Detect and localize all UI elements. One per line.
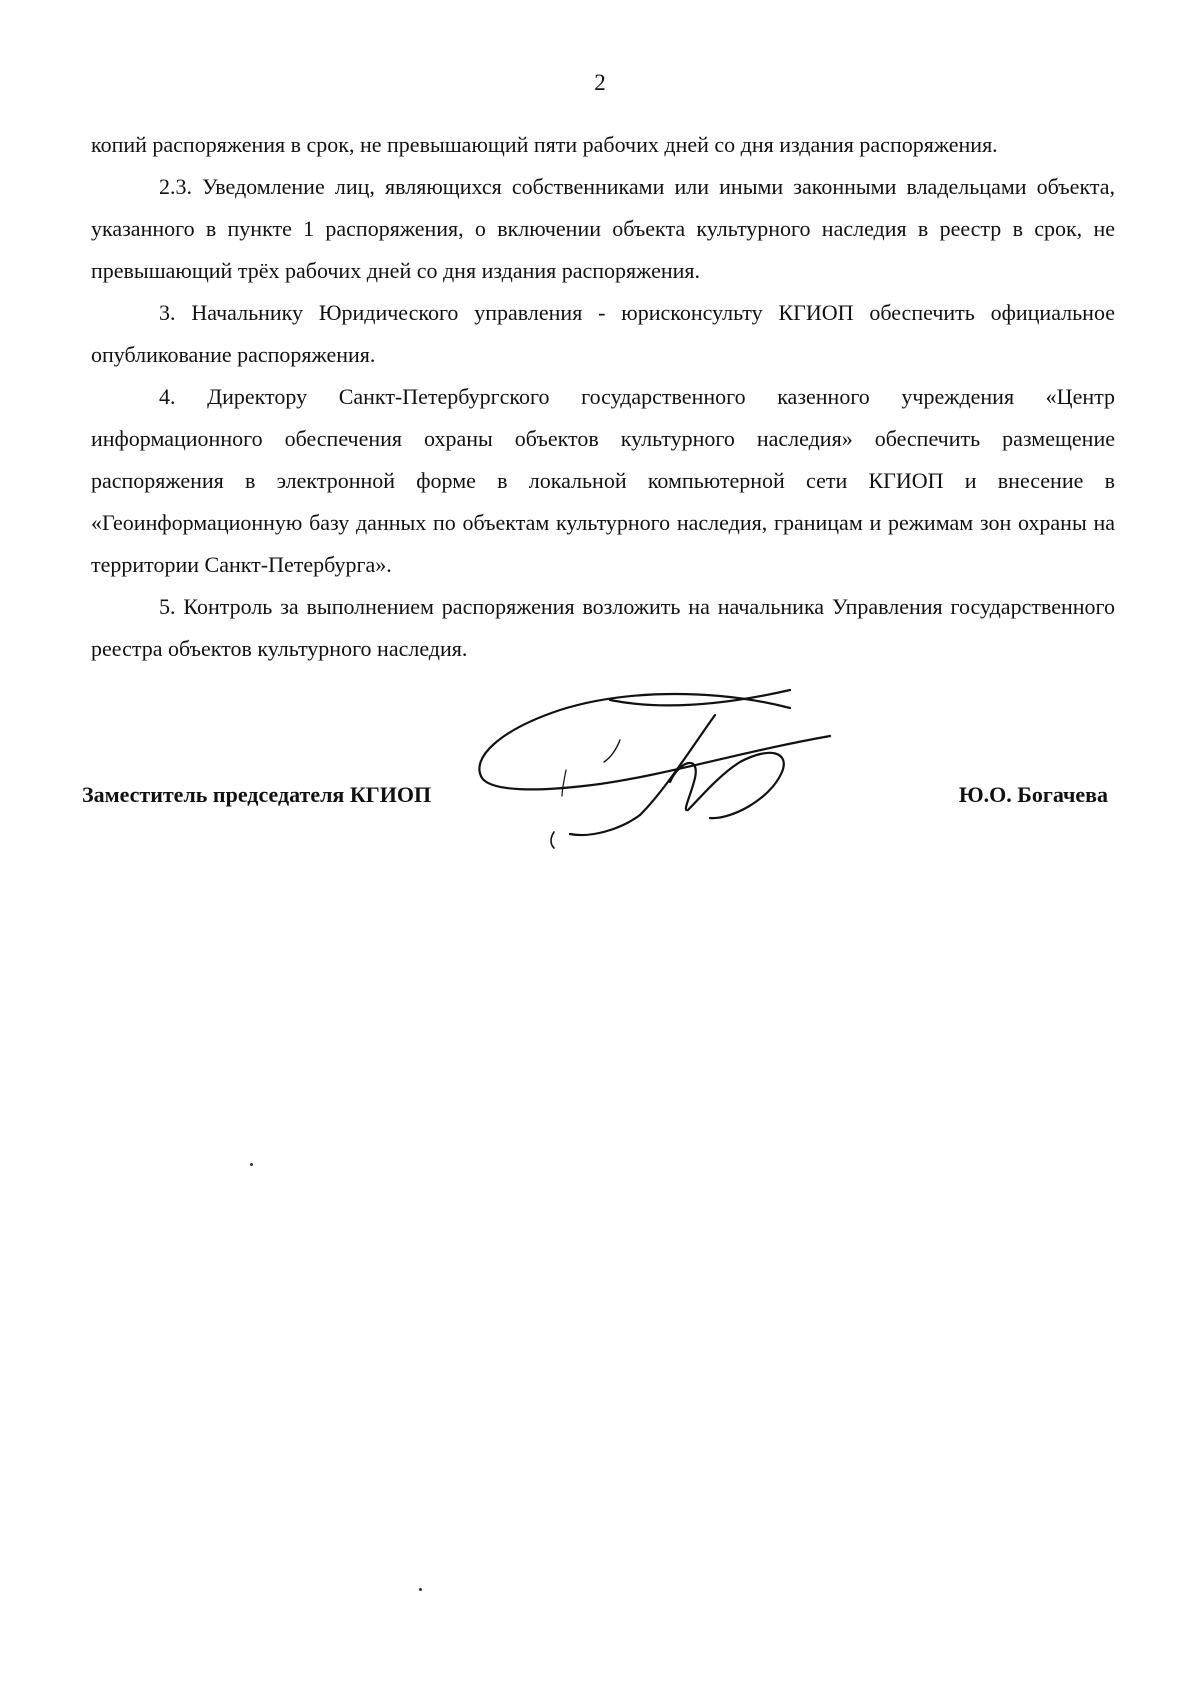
signatory-title: Заместитель председателя КГИОП [82, 782, 432, 807]
handwritten-signature [470, 680, 860, 860]
paragraph-3: 3. Начальнику Юридического управления - юрисконсульту КГИОП обеспечить официальное опубликование распоряжения. [91, 300, 1115, 367]
document-body [91, 124, 1115, 670]
scan-speck [419, 1588, 422, 1591]
paragraph-5: 5. Контроль за выполнением распоряжения возложить на начальника Управления государственного реестра объектов культурного наследия. [91, 594, 1115, 661]
paragraph-4: 4. Директору Санкт-Петербургского государственного казенного учреждения «Центр информационного обеспечения охраны объектов культурного наследия» обеспечить размещение распоряжения в электронной форме в локальной компьютерной сети КГИОП и внесение в «Геоинформационную базу данных по объектам культурного наследия, границам и режимам зон охраны на территории Санкт-Петербурга». [91, 384, 1115, 577]
page-number: 2 [594, 70, 606, 95]
paragraph-2-3: 2.3. Уведомление лиц, являющихся собственниками или иными законными владельцами объекта, указанного в пункте 1 распоряжения, о включении объекта культурного наследия в реестр в срок, не превышающий трёх рабочих дней со дня издания распоряжения. [91, 174, 1115, 283]
scan-speck [250, 1163, 253, 1166]
signatory-name: Ю.О. Богачева [958, 782, 1108, 807]
paragraph-2-2-continuation: копий распоряжения в срок, не превышающий пяти рабочих дней со дня издания распоряжения. [91, 132, 998, 157]
